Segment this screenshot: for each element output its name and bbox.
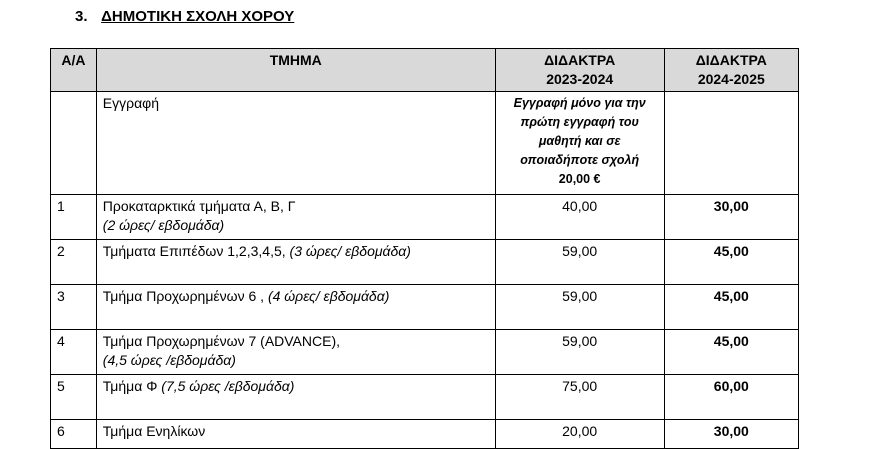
cell-fee-2023: 59,00 [495,285,664,330]
cell-dept [96,285,495,330]
cell-fee-2023: 20,00 [495,420,664,449]
cell-aa: 6 [51,420,97,449]
cell-fee-2024: 30,00 [664,420,798,449]
cell-aa: 1 [51,195,97,240]
dept-hours: (4 ώρες/ εβδομάδα) [267,288,390,304]
cell-registration-note [495,92,664,195]
dept-name: Τμήμα Προχωρημένων 7 (ADVANCE), [102,333,341,349]
header-fee-2024 [664,49,798,92]
dept-name: Τμήμα Ενηλίκων [102,423,206,439]
header-fee-2024-line2: 2024-2025 [697,71,765,87]
header-aa: Α/Α [51,49,97,92]
cell-aa: 3 [51,285,97,330]
registration-note-line3: μαθητή και σε [538,134,621,148]
cell-fee-2023: 75,00 [495,375,664,420]
cell-dept [96,195,495,240]
cell-dept [96,375,495,420]
table-row [51,285,799,330]
dept-name: Τμήμα Φ [102,378,162,394]
cell-fee-2024: 45,00 [664,285,798,330]
table-row [51,195,799,240]
dept-name: Τμήμα Προχωρημένων 6 , [102,288,268,304]
cell-dept [96,330,495,375]
cell-aa: 2 [51,240,97,285]
cell-dept [96,420,495,449]
dept-hours: (7,5 ώρες /εβδομάδα) [161,378,295,394]
header-fee-2024-line1: ΔΙΔΑΚΤΡΑ [695,52,767,68]
cell-aa: 4 [51,330,97,375]
dept-hours: (2 ώρες/ εβδομάδα) [102,217,225,233]
cell-fee-2024: 45,00 [664,330,798,375]
dept-hours: (4,5 ώρες /εβδομάδα) [102,352,236,368]
header-fee-2023-line2: 2023-2024 [546,71,614,87]
cell-fee-2024: 60,00 [664,375,798,420]
cell-fee-2023: 59,00 [495,330,664,375]
header-fee-2023 [495,49,664,92]
section-title: ΔΗΜΟΤΙΚΗ ΣΧΟΛΗ ΧΟΡΟΥ [101,8,295,25]
table-row [51,420,799,449]
cell-fee-2024: 30,00 [664,195,798,240]
header-dept: ΤΜΗΜΑ [96,49,495,92]
cell-aa: 5 [51,375,97,420]
table-row [51,330,799,375]
fees-table [50,48,799,449]
cell-fee-2024 [664,92,798,195]
cell-registration-label: Εγγραφή [96,92,495,195]
table-row [51,375,799,420]
header-fee-2023-line1: ΔΙΔΑΚΤΡΑ [544,52,616,68]
cell-fee-2023: 40,00 [495,195,664,240]
cell-aa [51,92,97,195]
table-row [51,240,799,285]
dept-name: Προκαταρκτικά τμήματα Α, Β, Γ [102,198,296,214]
cell-fee-2024: 45,00 [664,240,798,285]
table-row-registration [51,92,799,195]
dept-hours: (3 ώρες/ εβδομάδα) [289,243,411,259]
cell-fee-2023: 59,00 [495,240,664,285]
table-header-row [51,49,799,92]
cell-dept [96,240,495,285]
registration-note-line4: οποιαδήποτε σχολή [520,153,640,167]
registration-note-line1: Εγγραφή μόνο για την [513,96,646,110]
registration-note-line2: πρώτη εγγραφή του [520,115,639,129]
registration-price: 20,00 € [558,172,601,186]
section-number: 3. [75,8,88,25]
dept-name: Τμήματα Επιπέδων 1,2,3,4,5, [102,243,290,259]
section-heading [75,8,294,25]
